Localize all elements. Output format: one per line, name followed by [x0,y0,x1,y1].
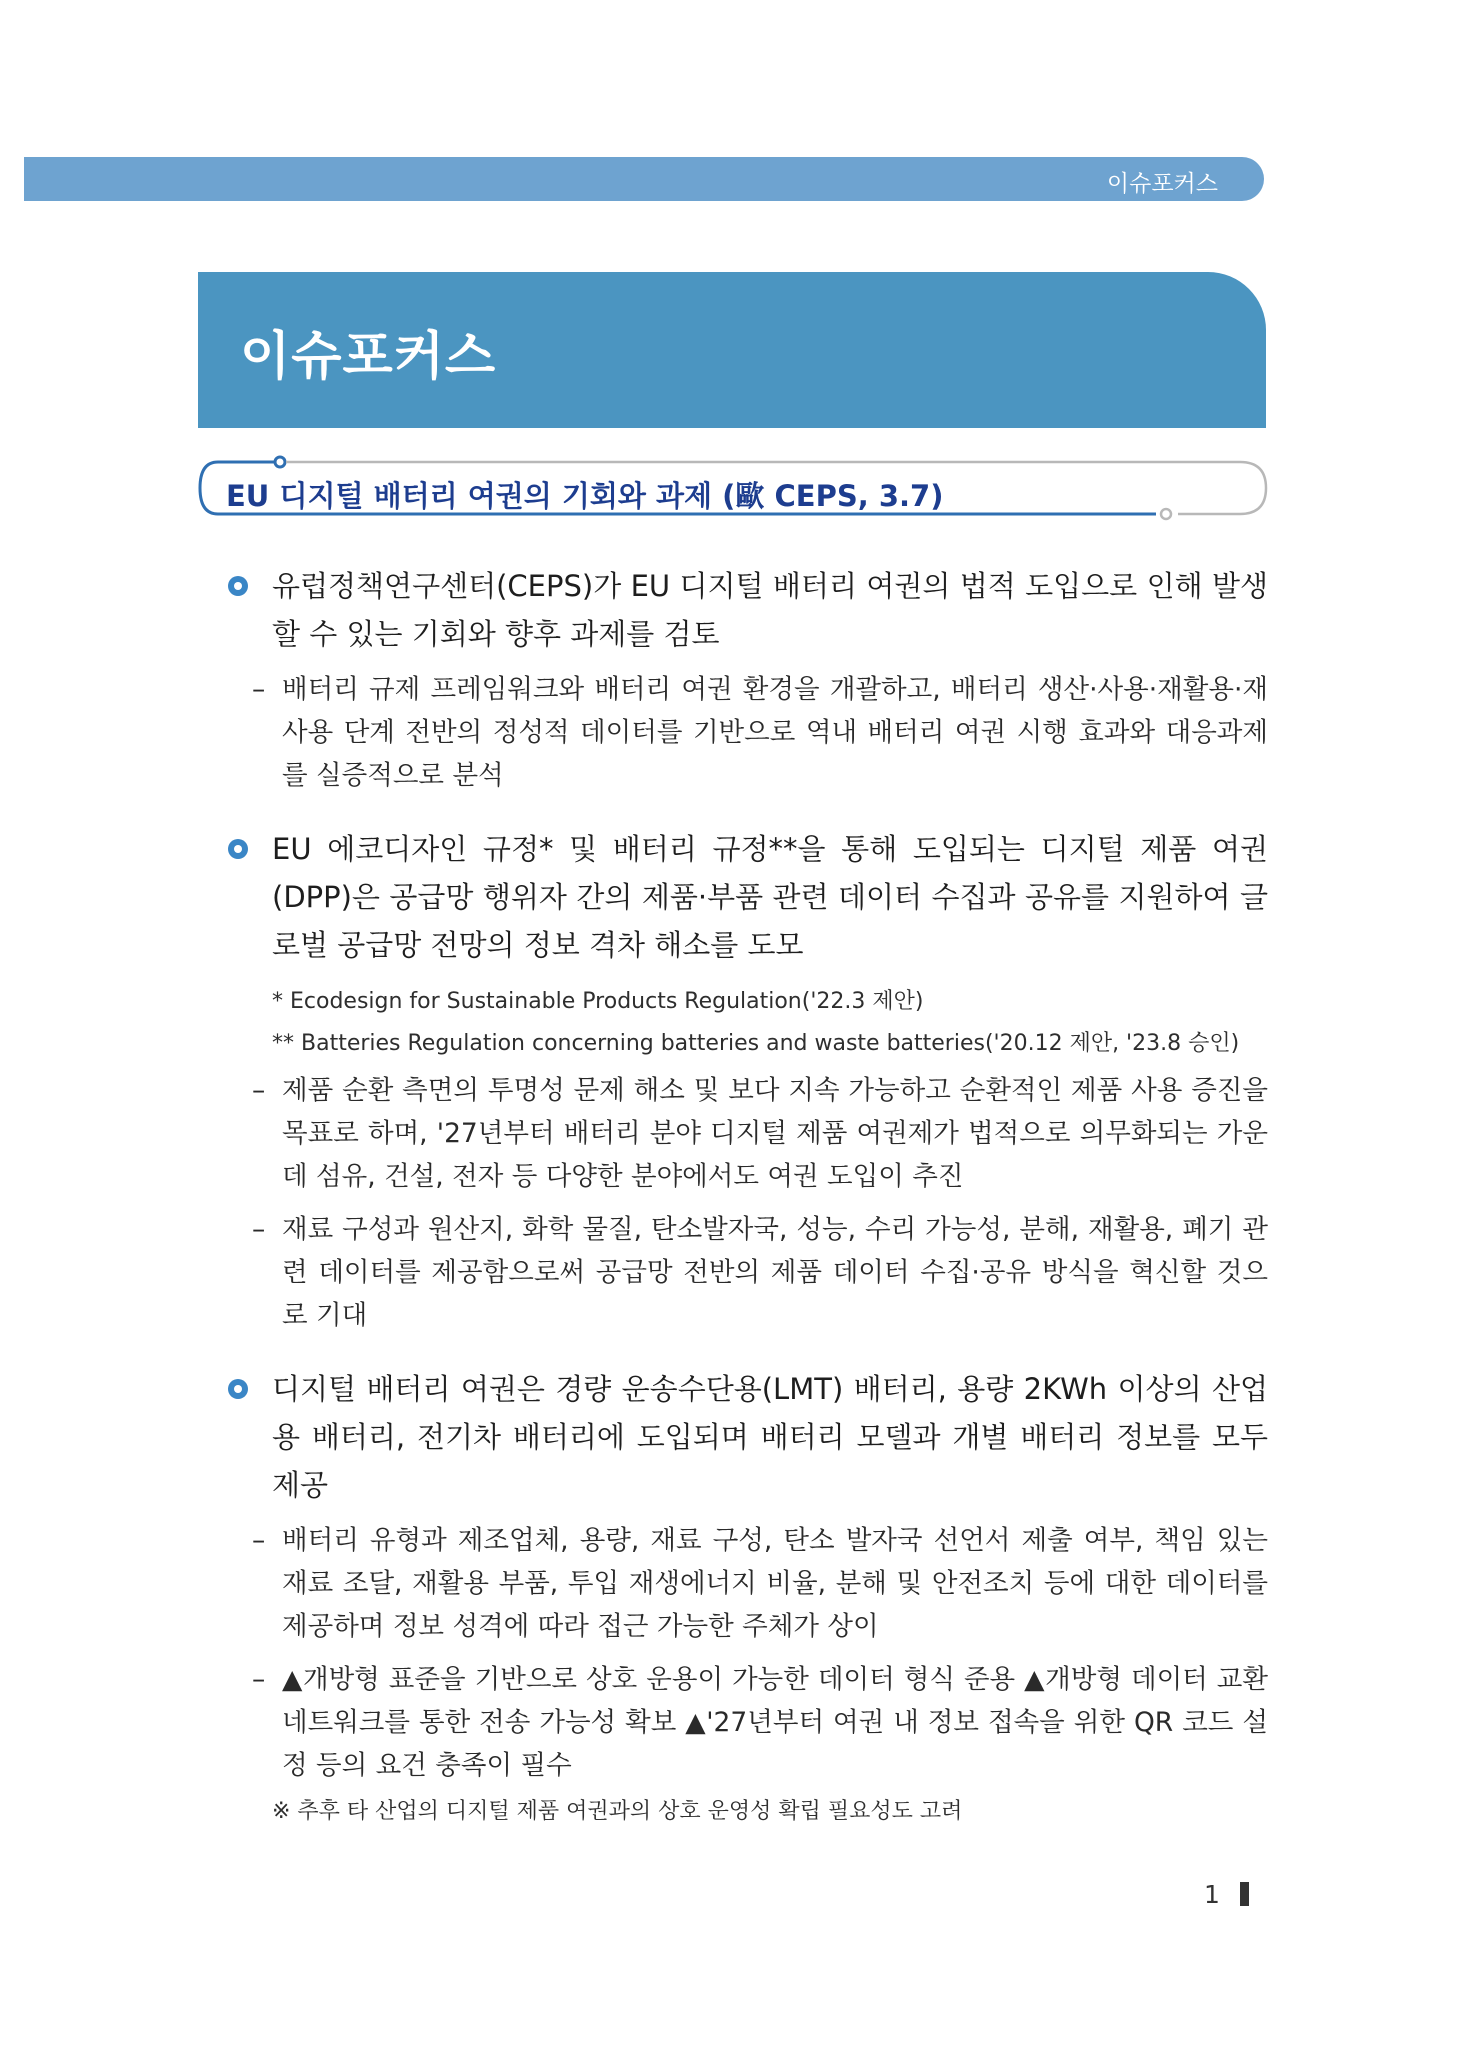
dash-item [228,1658,1268,1787]
frame-right-bracket [1178,462,1266,514]
bullet-text: 유럽정책연구센터(CEPS)가 EU 디지털 배터리 여권의 법적 도입으로 인해 발생할 수 있는 기회와 향후 과제를 검토 [272,569,1268,651]
reference-note: ※ 추후 타 산업의 디지털 제품 여권과의 상호 운영성 확립 필요성도 고려 [272,1799,963,1824]
bullet-text: EU 에코디자인 규정* 및 배터리 규정**을 통해 도입되는 디지털 제품 여권(DPP)은 공급망 행위자 간의 제품·부품 관련 데이터 수집과 공유를 지원하여 글로벌 공급망 전망의 정보 격차 해소를 도모 [272,832,1268,962]
footnote: ** Batteries Regulation concerning batteries and waste batteries('20.12 제안, '23.8 승인) [272,1031,1240,1056]
body-content [228,562,1268,1829]
dash-item-text: 제품 순환 측면의 투명성 문제 해소 및 보다 지속 가능하고 순환적인 제품 사용 증진을 목표로 하며, '27년부터 배터리 분야 디지털 제품 여권제가 법적으로 의무화되는 가운데 섬유, 건설, 전자 등 다양한 분야에서도 여권 도입이 추진 [282,1075,1268,1192]
bullet-item [228,1365,1268,1509]
page-number: 1 [1204,1880,1220,1909]
dash-item [228,668,1268,797]
dash-mark: – [252,1214,266,1245]
subheading: EU 디지털 배터리 여권의 기회와 과제 (歐 CEPS, 3.7) [226,479,944,513]
footnote: * Ecodesign for Sustainable Products Regulation('22.3 제안) [272,989,924,1014]
section-label: 이슈포커스 [1106,171,1218,197]
title-banner [198,272,1266,428]
dash-item-text: 배터리 규제 프레임워크와 배터리 여권 환경을 개괄하고, 배터리 생산·사용·재활용·재사용 단계 전반의 정성적 데이터를 기반으로 역내 배터리 여권 시행 효과와 대응과제를 실증적으로 분석 [282,674,1268,791]
dash-item-text: 재료 구성과 원산지, 화학 물질, 탄소발자국, 성능, 수리 가능성, 분해, 재활용, 폐기 관련 데이터를 제공함으로써 공급망 전반의 제품 데이터 수집·공유 방식을 혁신할 것으로 기대 [282,1214,1268,1331]
dash-mark: – [252,674,266,705]
frame-bottom-node [1161,509,1171,519]
page-number-mark [1240,1882,1249,1906]
dash-mark: – [252,1075,266,1106]
dash-item [228,1208,1268,1337]
bullet-circle-icon [228,576,248,596]
dash-mark: – [252,1664,266,1695]
dash-mark: – [252,1525,266,1556]
bullet-circle-icon [228,1379,248,1399]
dash-item-text: 배터리 유형과 제조업체, 용량, 재료 구성, 탄소 발자국 선언서 제출 여부, 책임 있는 재료 조달, 재활용 부품, 투입 재생에너지 비율, 분해 및 안전조치 등에 대한 데이터를 제공하며 정보 성격에 따라 접근 가능한 주체가 상이 [282,1525,1268,1642]
bullet-item [228,825,1268,969]
bullet-item [228,562,1268,658]
dash-item-text: ▲개방형 표준을 기반으로 상호 운용이 가능한 데이터 형식 준용 ▲개방형 데이터 교환 네트워크를 통한 전송 가능성 확보 ▲'27년부터 여권 내 정보 접속을 위한 QR 코드 설정 등의 요건 충족이 필수 [282,1664,1268,1781]
top-header-bar [24,157,1264,201]
frame-top-node [275,457,285,467]
dash-item [228,1519,1268,1648]
bullet-text: 디지털 배터리 여권은 경량 운송수단용(LMT) 배터리, 용량 2KWh 이상의 산업용 배터리, 전기차 배터리에 도입되며 배터리 모델과 개별 배터리 정보를 모두 제공 [272,1372,1268,1502]
page-title: 이슈포커스 [240,327,497,387]
dash-item [228,1069,1268,1198]
bullet-circle-icon [228,839,248,859]
